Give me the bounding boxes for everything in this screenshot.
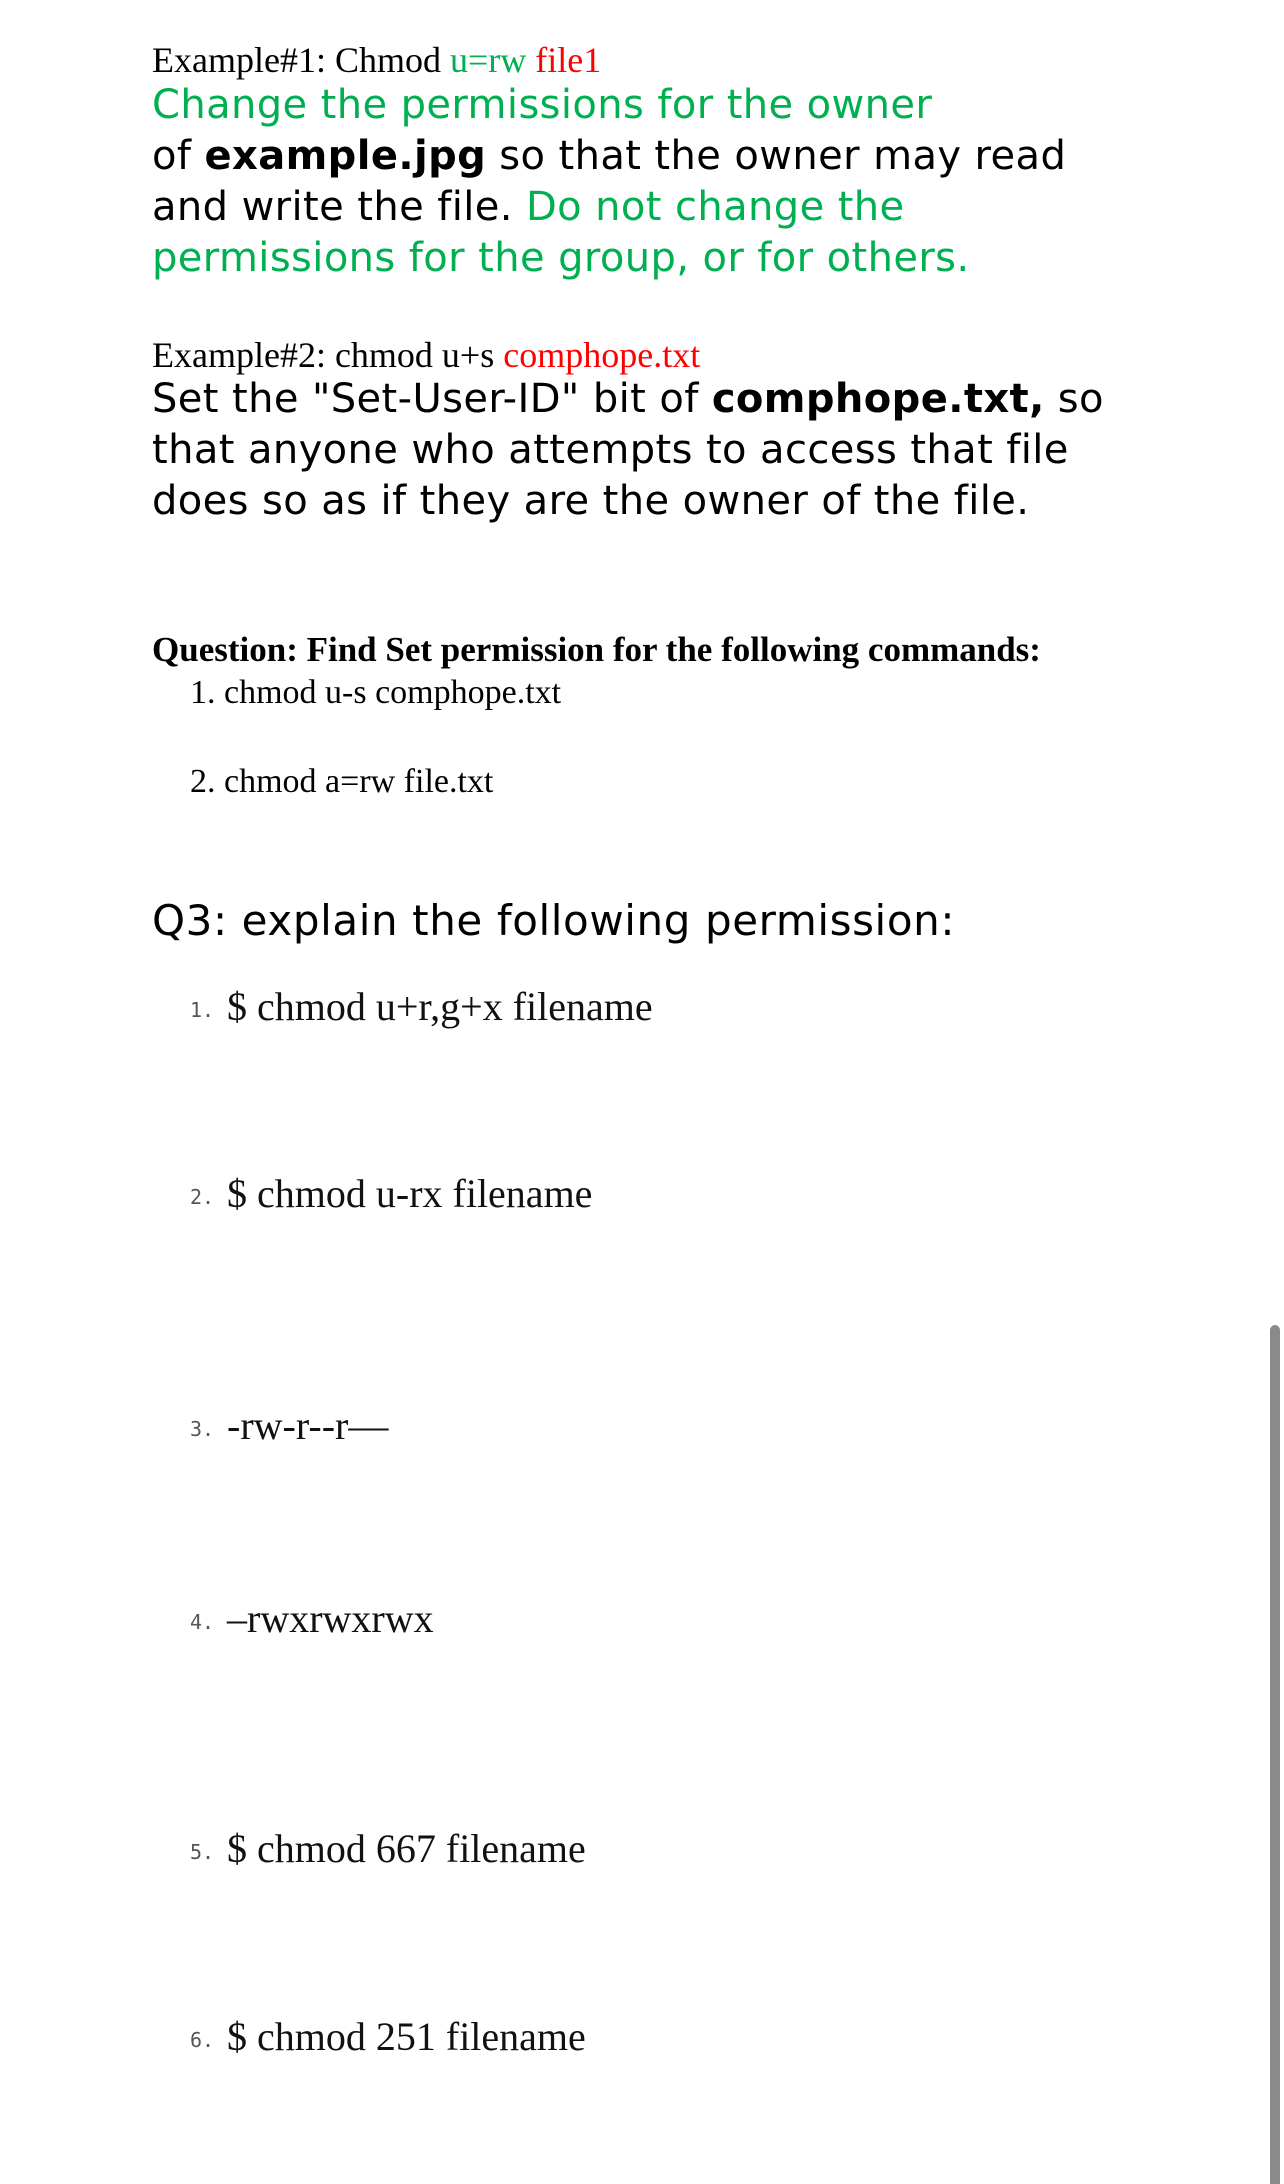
example2-heading-file: comphope.txt: [503, 335, 701, 375]
q3-item-number: 5.: [190, 1840, 215, 1864]
q3-item-text: $ chmod u+r,g+x filename: [227, 984, 653, 1029]
q3-item-text: -rw-r--r—: [227, 1403, 389, 1448]
example2-start: Set the "Set-User-ID" bit of: [152, 376, 712, 422]
example1-description: [152, 80, 1112, 284]
q3-item-text: $ chmod 667 filename: [227, 1826, 586, 1871]
example1-tail: Do not change the permissions for the group, or for others.: [152, 184, 970, 281]
q3-item-text: $ chmod u-rx filename: [227, 1171, 593, 1216]
question-item-number: 1.: [190, 674, 216, 711]
q3-item-text: $ chmod 251 filename: [227, 2014, 586, 2059]
question-item: [190, 670, 561, 716]
q3-item-number: 3.: [190, 1417, 215, 1441]
example1-heading-command: u=rw: [449, 40, 527, 80]
example2-heading-prefix: Example#2: chmod u+s: [152, 335, 504, 375]
example1-of: of: [152, 133, 205, 179]
example2-heading: [152, 331, 700, 379]
q3-item-number: 2.: [190, 1185, 215, 1209]
q3-item-number: 6.: [190, 2028, 215, 2052]
question-item-text: chmod a=rw file.txt: [224, 763, 494, 800]
example1-heading: [152, 36, 601, 84]
example1-mid: so that the owner may read and write the file.: [152, 133, 1067, 230]
q3-heading: Q3: explain the following permission:: [152, 896, 956, 945]
q3-item-text: –rwxrwxrwx: [227, 1596, 434, 1641]
example1-line1: Change the permissions for the owner: [152, 82, 933, 128]
example2-description: [152, 374, 1112, 527]
question-heading: Question: Find Set permission for the following commands:: [152, 630, 1041, 669]
example2-filename: comphope.txt,: [711, 376, 1045, 422]
q3-item-number: 4.: [190, 1610, 215, 1634]
example2-end: so that anyone who attempts to access that file does so as if they are the owner of the file.: [152, 376, 1104, 524]
q3-item-number: 1.: [190, 998, 215, 1022]
scrollbar-thumb[interactable]: [1270, 1325, 1280, 2184]
example1-heading-file: file1: [526, 40, 602, 80]
question-item-number: 2.: [190, 763, 216, 800]
example1-filename: example.jpg: [204, 133, 487, 179]
example1-heading-prefix: Example#1: Chmod: [152, 40, 450, 80]
question-item-text: chmod u-s comphope.txt: [224, 674, 562, 711]
question-item: [190, 759, 493, 805]
